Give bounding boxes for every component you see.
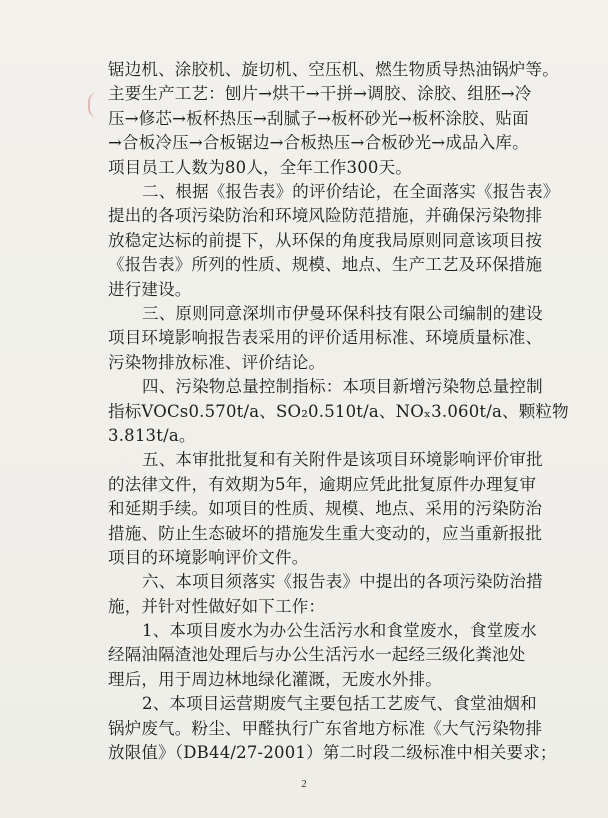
text-line: 项目环境影响报告表采用的评价适用标准、环境质量标准、: [108, 328, 543, 348]
text-line: 3.813t/a。: [108, 425, 196, 445]
text-line: 主要生产工艺：刨片→烘干→干拼→调胶、涂胶、组胚→冷: [108, 84, 532, 104]
text-line: 施，并针对性做好如下工作：: [108, 596, 326, 616]
text-line: 污染物排放标准、评价结论。: [108, 352, 326, 372]
text-line: 放限值》（DB44/27-2001）第二时段二级标准中相关要求；: [108, 743, 557, 762]
page-number: 2: [301, 778, 307, 790]
paragraph-four-start: 四、污染物总量控制指标：本项目新增污染物总量控制: [142, 377, 543, 397]
text-line: 指标VOCs0.570t/a、SO₂0.510t/a、NOₓ3.060t/a、颗粒物: [108, 401, 569, 421]
text-line: 压→修芯→板杯热压→刮腻子→板杯砂光→板杯涂胶、贴面: [108, 108, 529, 128]
text-line: 和延期手续。如项目的性质、规模、地点、采用的污染防治: [108, 499, 543, 519]
text-line: 的法律文件，有效期为5年，逾期应凭此批复原件办理复审: [108, 474, 537, 494]
item-two-start: 2、本项目运营期废气主要包括工艺废气、食堂油烟和: [142, 694, 537, 714]
paragraph-five-start: 五、本审批批复和有关附件是该项目环境影响评价审批: [142, 450, 543, 470]
text-line: 经隔油隔渣池处理后与办公生活污水一起经三级化粪池处: [108, 645, 526, 665]
text-line: 放稳定达标的前提下，从环保的角度我局原则同意该项目按: [108, 230, 543, 250]
text-line: 措施、防止生态破坏的措施发生重大变动的，应当重新报批: [108, 523, 543, 543]
text-line: 提出的各项污染防治和环境风险防范措施，并确保污染物排: [108, 206, 543, 226]
text-line: →合板冷压→合板锯边→合板热压→合板砂光→成品入库。: [108, 133, 529, 153]
text-line: 锯边机、涂胶机、旋切机、空压机、燃生物质导热油锅炉等。: [108, 60, 559, 79]
paragraph-three-start: 三、原则同意深圳市伊曼环保科技有限公司编制的建设: [142, 303, 543, 323]
text-line: 项目员工人数为80人，全年工作300天。: [108, 157, 412, 177]
text-line: 《报告表》所列的性质、规模、地点、生产工艺及环保措施: [108, 255, 543, 275]
text-line: 进行建设。: [108, 279, 192, 299]
text-line: 锅炉废气。粉尘、甲醛执行广东省地方标准《大气污染物排: [108, 718, 543, 738]
text-line: 理后，用于周边林地绿化灌溉，无废水外排。: [108, 669, 442, 689]
paragraph-six-start: 六、本项目须落实《报告表》中提出的各项污染防治措: [142, 572, 543, 592]
text-line: 项目的环境影响评价文件。: [108, 547, 309, 567]
paragraph-two-start: 二、根据《报告表》的评价结论，在全面落实《报告表》: [142, 182, 560, 201]
item-one-start: 1、本项目废水为办公生活污水和食堂废水，食堂废水: [142, 621, 537, 640]
